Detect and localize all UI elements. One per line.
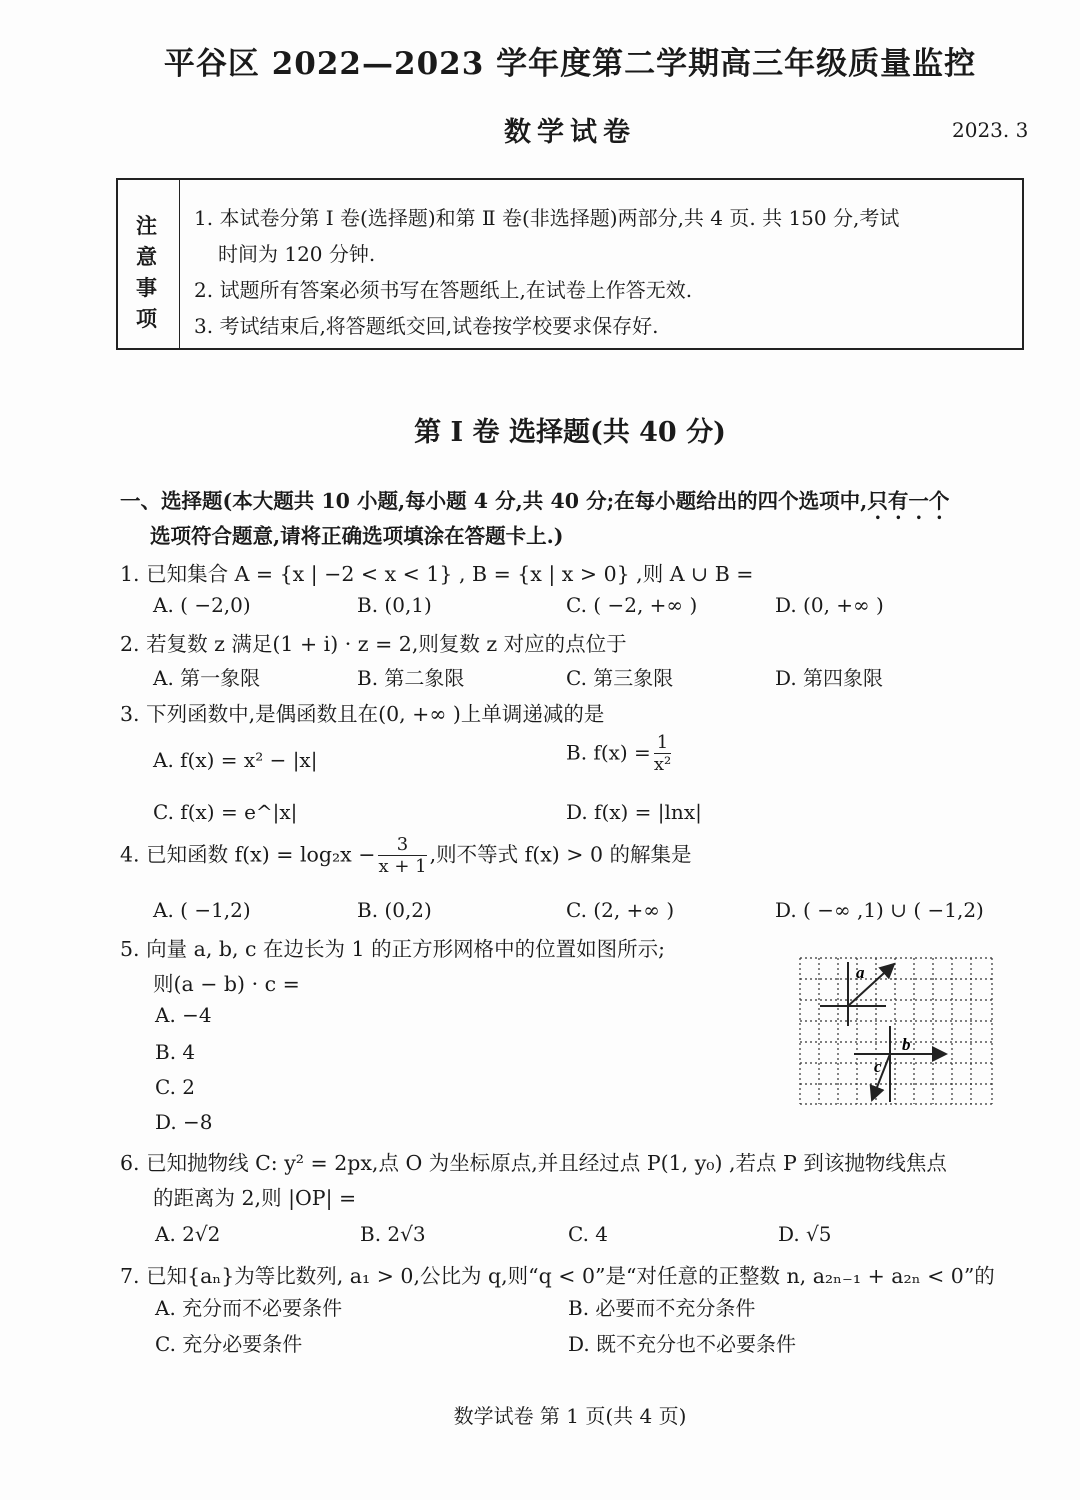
q5-option-a: A. −4 bbox=[155, 1003, 212, 1027]
section-heading-line-1 bbox=[120, 484, 949, 524]
q4-option-a: A. ( −1,2) bbox=[153, 898, 251, 922]
q2-option-d: D. 第四象限 bbox=[775, 666, 884, 690]
section-heading-text: 一、选择题(本大题共 10 小题,每小题 4 分,共 40 分;在每小题给出的四个选项中, bbox=[120, 489, 868, 513]
fraction-denominator: x² bbox=[653, 754, 672, 775]
vector-grid-figure bbox=[798, 956, 994, 1106]
q7-option-d: D. 既不充分也不必要条件 bbox=[568, 1332, 797, 1356]
notice-box bbox=[116, 178, 1024, 350]
notice-line-3: 3. 考试结束后,将答题纸交回,试卷按学校要求保存好. bbox=[194, 314, 659, 338]
fraction-numerator: 3 bbox=[378, 836, 426, 856]
vector-b-label: b bbox=[902, 1035, 911, 1054]
q5-stem-2: 则(a − b) · c = bbox=[153, 972, 300, 996]
q7-stem: 7. 已知{aₙ}为等比数列, a₁ > 0,公比为 q,则“q < 0”是“对任意的正整数 n, a₂ₙ₋₁ + a₂ₙ < 0”的 bbox=[120, 1264, 995, 1288]
grid-lines bbox=[800, 958, 992, 1104]
exam-title: 平谷区 2022—2023 学年度第二学期高三年级质量监控 bbox=[163, 46, 977, 82]
q4-stem-fraction bbox=[378, 836, 426, 876]
q3-option-d: D. f(x) = |lnx| bbox=[566, 800, 702, 824]
exam-subtitle: 数学试卷 bbox=[504, 117, 636, 148]
q6-option-d: D. √5 bbox=[778, 1222, 832, 1246]
q3-option-a: A. f(x) = x² − |x| bbox=[153, 748, 318, 772]
q1-option-c: C. ( −2, +∞ ) bbox=[566, 593, 698, 617]
q3-option-b-fraction bbox=[654, 734, 671, 774]
notice-label: 注意事项 bbox=[136, 213, 157, 331]
notice-line-1-cont: 时间为 120 分钟. bbox=[218, 242, 376, 266]
q3-option-c: C. f(x) = e^|x| bbox=[153, 800, 298, 824]
exam-date: 2023. 3 bbox=[952, 118, 1029, 142]
q6-stem: 6. 已知抛物线 C: y² = 2px,点 O 为坐标原点,并且经过点 P(1, y₀) ,若点 P 到该抛物线焦点 bbox=[120, 1151, 947, 1175]
q5-option-d: D. −8 bbox=[155, 1110, 213, 1134]
notice-label-column bbox=[118, 180, 180, 348]
q4-stem bbox=[120, 836, 692, 876]
notice-line-1: 1. 本试卷分第 Ⅰ 卷(选择题)和第 Ⅱ 卷(非选择题)两部分,共 4 页. 共 150 分,考试 bbox=[194, 206, 900, 230]
q1-option-d: D. (0, +∞ ) bbox=[775, 593, 884, 617]
q4-stem-prefix: 4. 已知函数 f(x) = log₂x − bbox=[120, 842, 376, 867]
q7-option-c: C. 充分必要条件 bbox=[155, 1332, 303, 1356]
q5-option-c: C. 2 bbox=[155, 1075, 196, 1099]
vector-a-label: a bbox=[856, 963, 865, 982]
q3-stem: 3. 下列函数中,是偶函数且在(0, +∞ )上单调递减的是 bbox=[120, 702, 605, 726]
part-title: 第 Ⅰ 卷 选择题(共 40 分) bbox=[414, 417, 726, 448]
q3-option-b bbox=[566, 734, 674, 774]
q4-option-b: B. (0,2) bbox=[357, 898, 432, 922]
q2-stem: 2. 若复数 z 满足(1 + i) · z = 2,则复数 z 对应的点位于 bbox=[120, 632, 627, 656]
q3-option-b-prefix: B. f(x) = bbox=[566, 740, 651, 765]
q6-option-a: A. 2√2 bbox=[155, 1222, 221, 1246]
q2-option-b: B. 第二象限 bbox=[357, 666, 465, 690]
page-footer: 数学试卷 第 1 页(共 4 页) bbox=[453, 1404, 687, 1428]
q5-option-b: B. 4 bbox=[155, 1040, 196, 1064]
q5-stem: 5. 向量 a, b, c 在边长为 1 的正方形网格中的位置如图所示; bbox=[120, 937, 665, 961]
q6-stem-2: 的距离为 2,则 |OP| = bbox=[153, 1186, 357, 1210]
q4-option-d: D. ( −∞ ,1) ∪ ( −1,2) bbox=[775, 898, 984, 922]
q4-option-c: C. (2, +∞ ) bbox=[566, 898, 675, 922]
q6-option-b: B. 2√3 bbox=[360, 1222, 426, 1246]
q7-option-b: B. 必要而不充分条件 bbox=[568, 1296, 756, 1320]
q2-option-a: A. 第一象限 bbox=[153, 666, 261, 690]
fraction-numerator: 1 bbox=[654, 734, 671, 754]
q1-stem: 1. 已知集合 A = {x | −2 < x < 1} , B = {x | x > 0} ,则 A ∪ B = bbox=[120, 562, 754, 586]
vector-c-label: c bbox=[874, 1057, 882, 1076]
q4-stem-suffix: ,则不等式 f(x) > 0 的解集是 bbox=[429, 842, 692, 867]
q1-option-a: A. ( −2,0) bbox=[153, 593, 251, 617]
section-heading-line-2: 选项符合题意,请将正确选项填涂在答题卡上.) bbox=[150, 524, 564, 548]
q6-option-c: C. 4 bbox=[568, 1222, 609, 1246]
q1-option-b: B. (0,1) bbox=[357, 593, 432, 617]
q2-option-c: C. 第三象限 bbox=[566, 666, 674, 690]
notice-line-2: 2. 试题所有答案必须书写在答题纸上,在试卷上作答无效. bbox=[194, 278, 693, 302]
section-heading-emphasis: 只有一个 bbox=[867, 489, 950, 513]
q7-option-a: A. 充分而不必要条件 bbox=[155, 1296, 343, 1320]
fraction-denominator: x + 1 bbox=[378, 856, 427, 877]
